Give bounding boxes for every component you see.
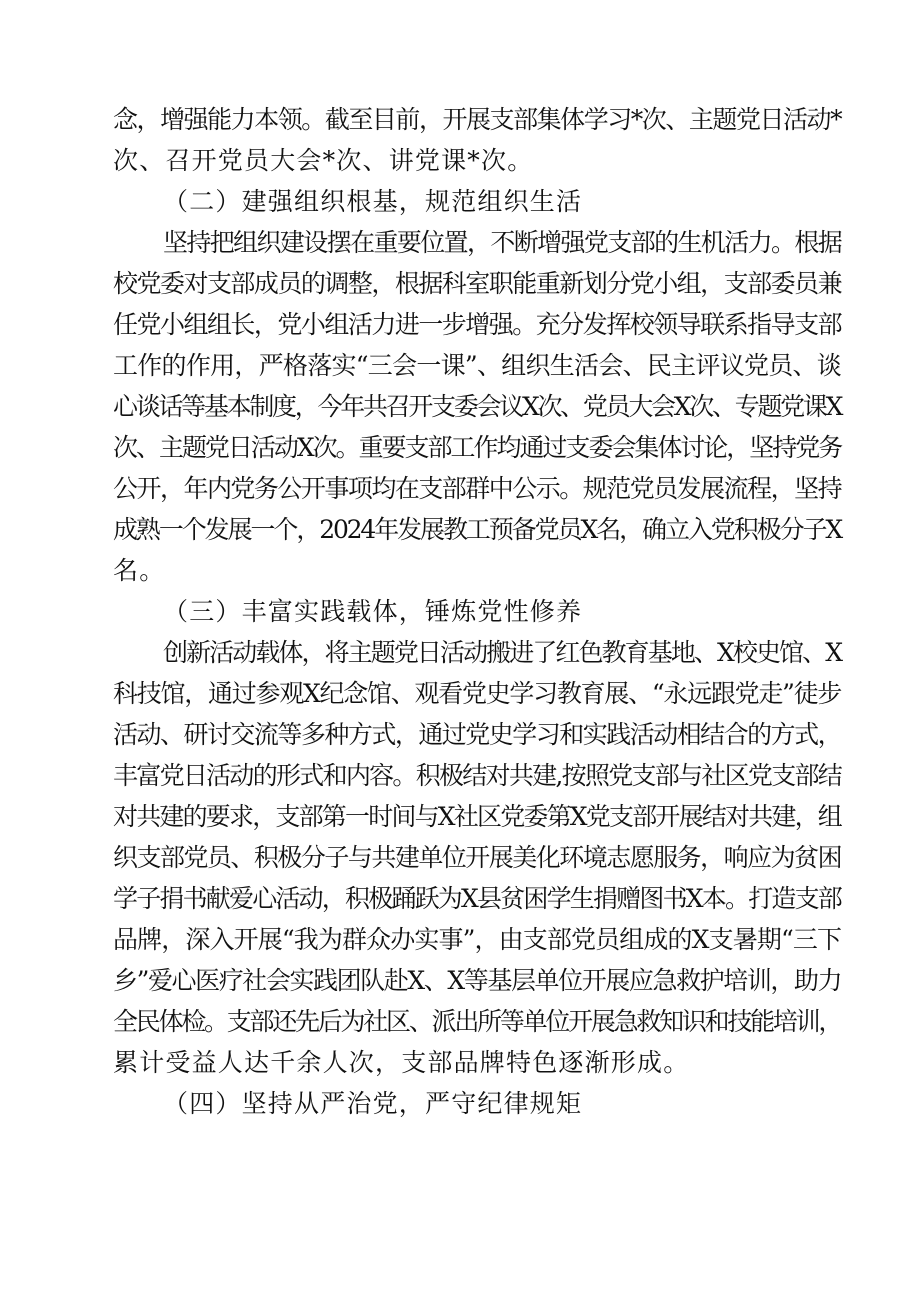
section-heading: （二）建强组织根基，规范组织生活 [163,187,583,216]
paragraph-line: 名。 [113,556,166,585]
paragraph-line: 活动、研讨交流等多种方式，通过党史学习和实践活动相结合的方式， [113,720,841,749]
document-body [113,99,841,1124]
paragraph-line: 累计受益人达千余人次，支部品牌特色逐渐形成。 [113,1048,690,1077]
paragraph-line: 创新活动载体，将主题党日活动搬进了红色教育基地、X校史馆、X [163,638,841,667]
paragraph-line: 任党小组组长，党小组活力进一步增强。充分发挥校领导联系指导支部 [113,310,841,339]
paragraph-line: 成熟一个发展一个，2024年发展教工预备党员X名，确立入党积极分子X [113,515,841,544]
paragraph-line: 心谈话等基本制度，今年共召开支委会议X次、党员大会X次、专题党课X [113,392,841,421]
paragraph-line: 对共建的要求，支部第一时间与X社区党委第X党支部开展结对共建，组 [113,802,841,831]
paragraph-line: 丰富党日活动的形式和内容。积极结对共建,按照党支部与社区党支部结 [113,761,841,790]
paragraph-line: 品牌，深入开展“我为群众办实事”，由支部党员组成的X支暑期“三下 [113,925,841,954]
paragraph-line: 学子捐书献爱心活动，积极踊跃为X县贫困学生捐赠图书X本。打造支部 [113,884,841,913]
section-heading: （三）丰富实践载体，锤炼党性修养 [163,597,583,626]
paragraph-line: 科技馆，通过参观X纪念馆、观看党史学习教育展、“永远跟党走”徒步 [113,679,841,708]
paragraph-line: 次、召开党员大会*次、讲党课*次。 [113,146,534,175]
paragraph-line: 公开，年内党务公开事项均在支部群中公示。规范党员发展流程，坚持 [113,474,841,503]
paragraph-line: 校党委对支部成员的调整，根据科室职能重新划分党小组，支部委员兼 [113,269,841,298]
paragraph-line: 念，增强能力本领。截至目前，开展支部集体学习*次、主题党日活动* [113,105,841,134]
section-heading: （四）坚持从严治党，严守纪律规矩 [163,1089,583,1118]
paragraph-line: 工作的作用，严格落实“三会一课”、组织生活会、民主评议党员、谈 [113,351,841,380]
paragraph-line: 织支部党员、积极分子与共建单位开展美化环境志愿服务，响应为贫困 [113,843,841,872]
paragraph-line: 次、主题党日活动X次。重要支部工作均通过支委会集体讨论，坚持党务 [113,433,841,462]
paragraph-line: 坚持把组织建设摆在重要位置，不断增强党支部的生机活力。根据 [163,228,841,257]
paragraph-line: 乡”爱心医疗社会实践团队赴X、X等基层单位开展应急救护培训，助力 [113,966,841,995]
paragraph-line: 全民体检。支部还先后为社区、派出所等单位开展急救知识和技能培训， [113,1007,841,1036]
